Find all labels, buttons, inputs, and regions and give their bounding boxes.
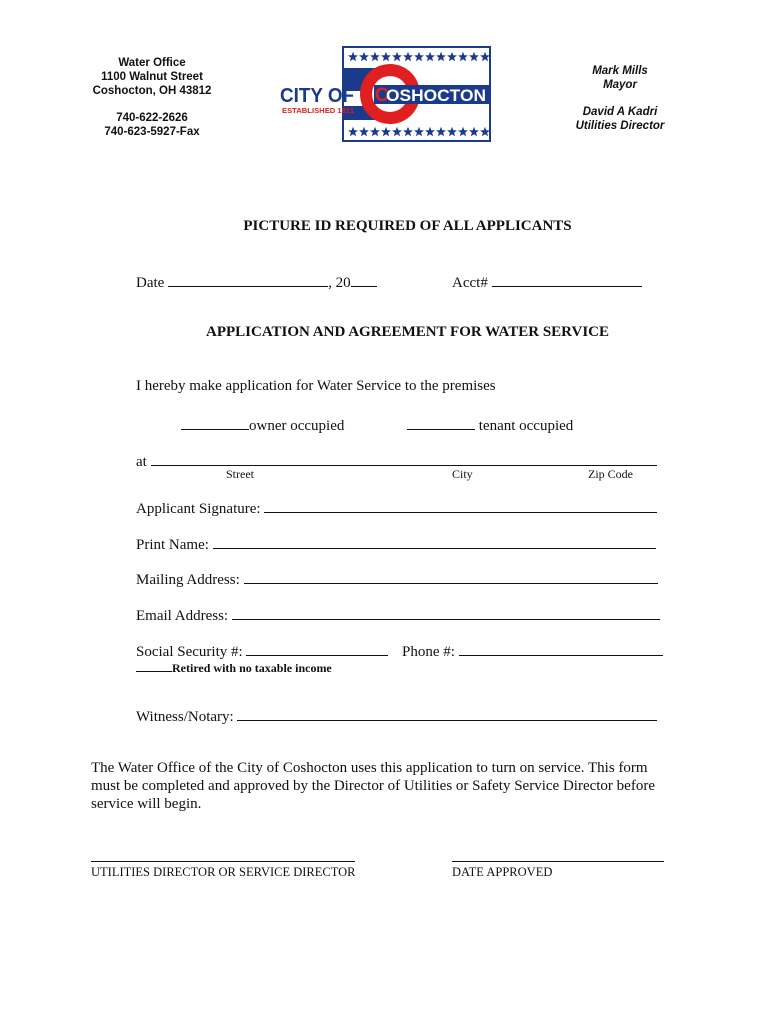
logo-c-letter: C (375, 85, 389, 106)
office-phone: 740-622-2626 (116, 112, 188, 124)
director-title: Utilities Director (575, 120, 665, 132)
logo-coshocton-text: OSHOCTON (386, 86, 486, 105)
year-field[interactable] (351, 271, 377, 287)
at-label: at (136, 454, 147, 470)
retired-field[interactable] (136, 659, 172, 672)
email-address-row (136, 604, 660, 625)
retired-option (136, 659, 332, 676)
office-name: Water Office (118, 57, 186, 69)
owner-occupied-label: owner occupied (249, 418, 345, 434)
acct-label: Acct# (452, 275, 488, 291)
owner-occupied-option (181, 414, 344, 435)
phone-label: Phone #: (402, 644, 455, 660)
ssn-row (136, 640, 388, 661)
mailing-address-row (136, 568, 658, 589)
intro-text: I hereby make application for Water Service to the premises (136, 378, 496, 394)
date-field[interactable] (168, 271, 328, 287)
witness-field[interactable] (237, 705, 657, 721)
office-fax: 740-623-5927-Fax (104, 126, 200, 138)
date-approved-line[interactable] (452, 861, 664, 862)
address-row (136, 450, 657, 471)
city-of-coshocton-logo (278, 46, 493, 144)
phone-row (402, 640, 663, 661)
ssn-label: Social Security #: (136, 644, 243, 660)
ssn-field[interactable] (246, 640, 388, 656)
director-signature-label: UTILITIES DIRECTOR OR SERVICE DIRECTOR (91, 865, 356, 879)
date-label: Date (136, 275, 165, 291)
tenant-occupied-label: tenant occupied (478, 418, 574, 434)
mailing-address-field[interactable] (244, 568, 658, 584)
tenant-occupied-option (407, 414, 573, 435)
mailing-address-label: Mailing Address: (136, 572, 240, 588)
mayor-name: Mark Mills (592, 65, 648, 77)
date-row (136, 271, 377, 292)
city-caption: City (452, 467, 473, 481)
print-name-row (136, 533, 656, 554)
officials-block (555, 64, 685, 133)
logo-established-text: ESTABLISHED 1811 (282, 108, 355, 115)
mayor-title: Mayor (603, 79, 637, 91)
email-address-field[interactable] (232, 604, 660, 620)
owner-occupied-field[interactable] (181, 414, 249, 430)
form-title: APPLICATION AND AGREEMENT FOR WATER SERVICE (205, 324, 609, 340)
office-city: Coshocton, OH 43812 (92, 85, 212, 97)
print-name-label: Print Name: (136, 537, 209, 553)
year-prefix: , 20 (328, 275, 351, 291)
acct-field[interactable] (492, 271, 642, 287)
footer-paragraph: The Water Office of the City of Coshocton uses this application to turn on service. This form must be completed and approved by the Director of Utilities or Safety Service Director before service will begin. (91, 760, 655, 812)
phone-field[interactable] (459, 640, 663, 656)
office-address-block (62, 56, 242, 139)
print-name-field[interactable] (213, 533, 656, 549)
signature-row (136, 497, 657, 518)
director-signature-line[interactable] (91, 861, 355, 862)
street-caption: Street (226, 467, 254, 481)
zip-caption: Zip Code (588, 467, 633, 481)
address-field[interactable] (151, 450, 657, 466)
witness-label: Witness/Notary: (136, 709, 234, 725)
witness-row (136, 705, 657, 726)
retired-label: Retired with no taxable income (172, 661, 332, 675)
director-name: David A Kadri (582, 106, 658, 118)
acct-row (452, 271, 642, 292)
picture-id-notice: PICTURE ID REQUIRED OF ALL APPLICANTS (243, 218, 572, 234)
email-address-label: Email Address: (136, 608, 229, 624)
office-street: 1100 Walnut Street (101, 71, 203, 83)
date-approved-label: DATE APPROVED (452, 865, 553, 879)
logo-city-of-text: CITY OF (280, 85, 354, 107)
signature-label: Applicant Signature: (136, 501, 261, 517)
tenant-occupied-field[interactable] (407, 414, 475, 430)
signature-field[interactable] (264, 497, 657, 513)
